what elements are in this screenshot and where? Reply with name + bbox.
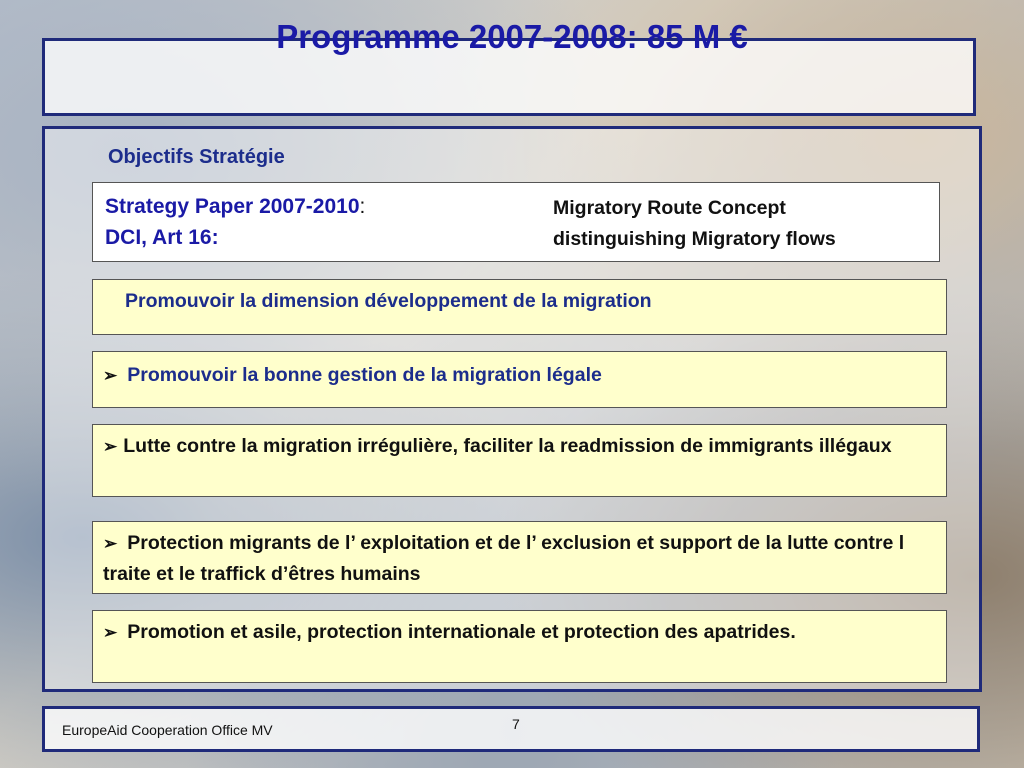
objective-legal-box: [92, 351, 947, 408]
objective-irregular-line: [103, 431, 926, 462]
bullet-arrow-icon: ➢: [103, 623, 118, 642]
migratory-flows: distinguishing Migratory flows: [553, 228, 836, 250]
bullet-arrow-icon: ➢: [103, 366, 118, 385]
strategy-box: [92, 182, 940, 262]
objective-asylum-box: [92, 610, 947, 683]
migratory-route-concept: Migratory Route Concept: [553, 197, 786, 219]
objective-protection-box: [92, 521, 947, 594]
objective-irregular-box: [92, 424, 947, 497]
objective-development-text: Promouvoir la dimension développement de la migration: [125, 290, 652, 312]
bullet-arrow-icon: ➢: [103, 534, 118, 553]
dci-label: DCI, Art 16:: [105, 226, 219, 249]
objective-irregular-text: Lutte contre la migration irrégulière, faciliter la readmission de immigrants illégaux: [123, 435, 892, 457]
objective-protection-line: [103, 528, 926, 590]
bullet-arrow-icon: ➢: [103, 437, 118, 456]
slide-title: Programme 2007-2008: 85 M €: [276, 18, 748, 55]
strategy-paper-label: Strategy Paper 2007-2010: [105, 195, 360, 218]
objective-legal-text: Promouvoir la bonne gestion de la migration légale: [127, 364, 602, 386]
objective-asylum-text: Promotion et asile, protection internationale et protection des apatrides.: [127, 621, 796, 643]
objective-asylum-line: [103, 617, 926, 648]
strategy-colon: :: [359, 195, 366, 218]
strategy-right: [553, 193, 836, 255]
objective-legal-line: [103, 360, 602, 391]
section-heading: Objectifs Stratégie: [108, 146, 285, 168]
page-number: 7: [512, 716, 520, 732]
objective-protection-text: Protection migrants de l’ exploitation et de l’ exclusion et support de la lutte contre l traite et le traffick d’êtres humains: [103, 532, 905, 585]
footer-organization: EuropeAid Cooperation Office MV: [62, 722, 273, 738]
objective-development-box: [92, 279, 947, 335]
strategy-left: [105, 191, 365, 253]
